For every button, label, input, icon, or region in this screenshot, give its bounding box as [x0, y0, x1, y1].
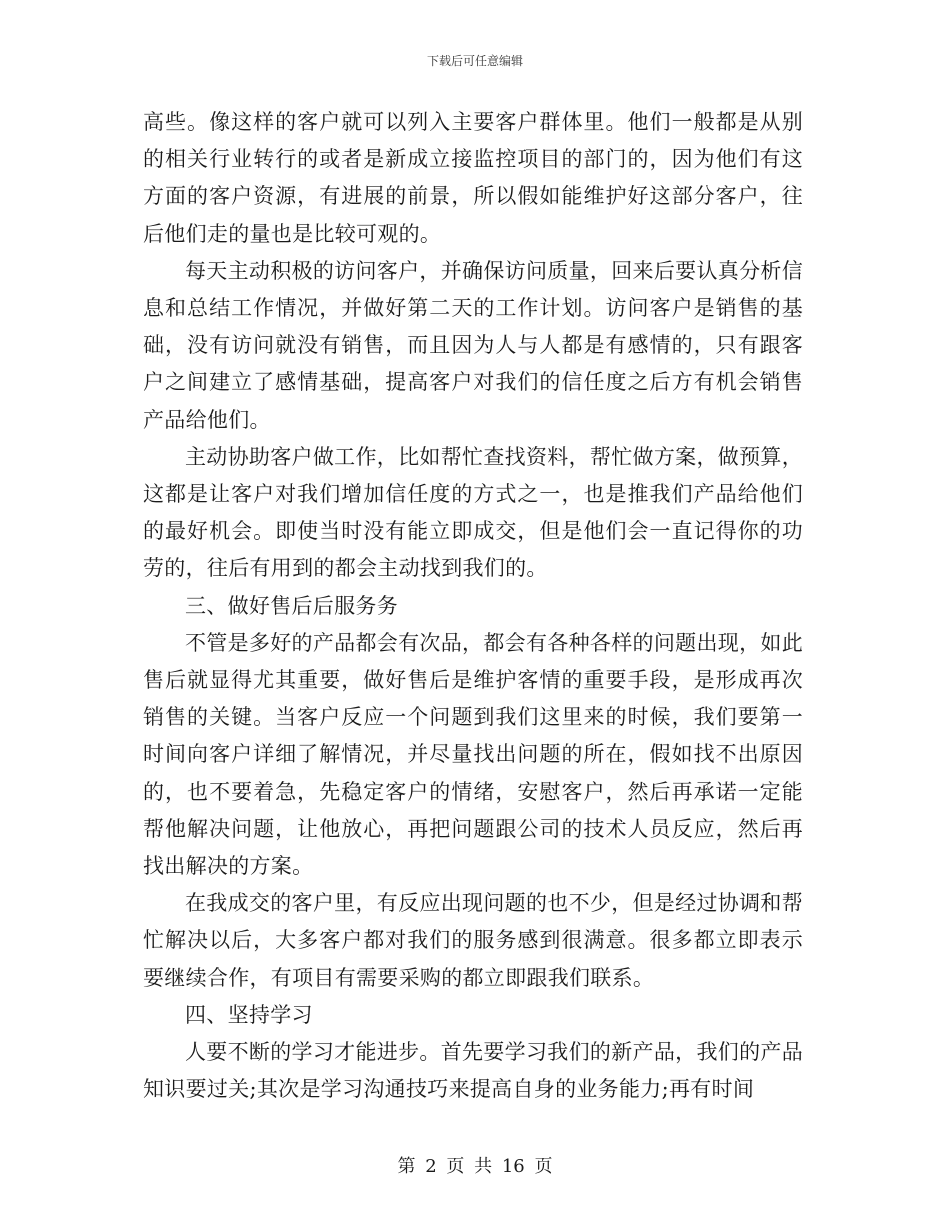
paragraph-3: 主动协助客户做工作，比如帮忙查找资料，帮忙做方案，做预算，这都是让客户对我们增加信任度的方式之一，也是推我们产品给他们的最好机会。即使当时没有能立即成交，但是他们会一直记得你的功劳的，往后有用到的都会主动找到我们的。: [143, 444, 803, 581]
paragraph-4: 不管是多好的产品都会有次品，都会有各种各样的问题出现，如此售后就显得尤其重要，做好售后是维护客情的重要手段，是形成再次销售的关键。当客户反应一个问题到我们这里来的时候，我们要第一时间向客户详细了解情况，并尽量找出问题的所在，假如找不出原因的，也不要着急，先稳定客户的情绪，安慰客户，然后再承诺一定能帮他解决问题，让他放心，再把问题跟公司的技术人员反应，然后再找出解决的方案。: [143, 630, 803, 879]
page-footer: 第 2 页 共 16 页: [397, 1156, 553, 1177]
page-header: 下载后可任意编辑: [426, 54, 523, 68]
paragraph-5: 在我成交的客户里，有反应出现问题的也不少，但是经过协调和帮忙解决以后，大多客户都对我们的服务感到很满意。很多都立即表示要继续合作，有项目有需要采购的都立即跟我们联系。: [143, 891, 803, 990]
paragraph-2: 每天主动积极的访问客户，并确保访问质量，回来后要认真分析信息和总结工作情况，并做好第二天的工作计划。访问客户是销售的基础，没有访问就没有销售，而且因为人与人都是有感情的，只有跟客户之间建立了感情基础，提高客户对我们的信任度之后方有机会销售产品给他们。: [143, 258, 803, 432]
section-heading-4: 四、坚持学习: [185, 1002, 313, 1027]
paragraph-6: 人要不断的学习才能进步。首先要学习我们的新产品，我们的产品知识要过关;其次是学习沟通技巧来提高自身的业务能力;再有时间: [143, 1040, 803, 1102]
section-heading-3: 三、做好售后后服务务: [185, 593, 398, 618]
paragraph-1: 高些。像这样的客户就可以列入主要客户群体里。他们一般都是从别的相关行业转行的或者是新成立接监控项目的部门的，因为他们有这方面的客户资源，有进展的前景，所以假如能维护好这部分客户，往后他们走的量也是比较可观的。: [143, 110, 803, 246]
document-body: [143, 104, 803, 1108]
